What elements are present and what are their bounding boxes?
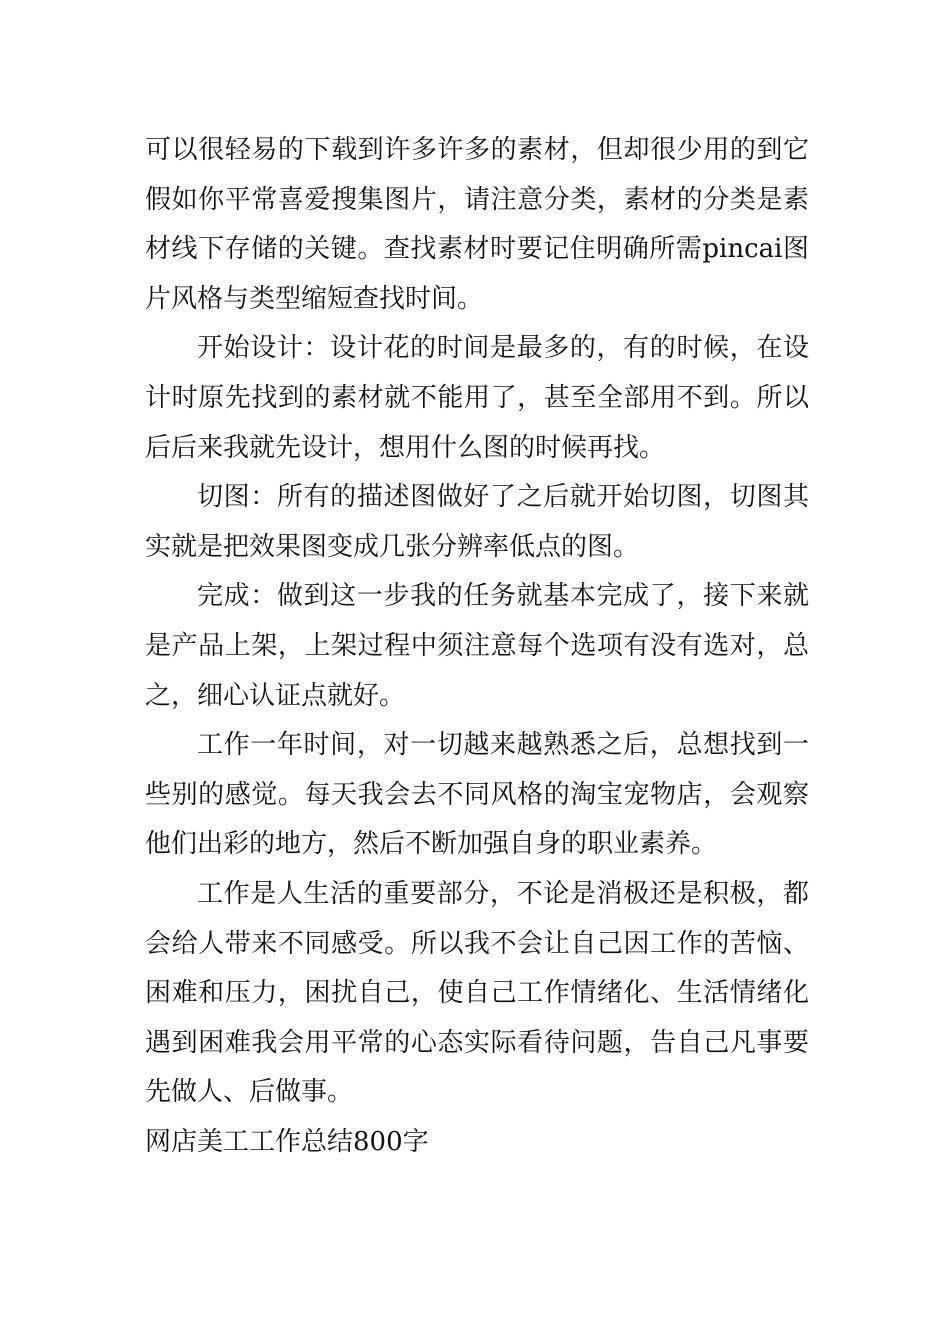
paragraph-1: 可以很轻易的下载到许多许多的素材，但却很少用的到它假如你平常喜爱搜集图片，请注意分类，素材的分类是素材线下存储的关键。查找素材时要记住明确所需pincai图片风格与类型缩短查找时间。 (145, 135, 809, 314)
paragraph-6: 工作是人生活的重要部分，不论是消极还是积极，都会给人带来不同感受。所以我不会让自己因工作的苦恼、困难和压力，困扰自己，使自己工作情绪化、生活情绪化遇到困难我会用平常的心态实际看待问题，告自己凡事要先做人、后做事。 (145, 878, 809, 1108)
paragraph-5: 工作一年时间，对一切越来越熟悉之后，总想找到一些别的感觉。每天我会去不同风格的淘宝宠物店，会观察他们出彩的地方，然后不断加强自身的职业素养。 (145, 730, 809, 860)
next-article-title: 网店美工工作总结800字 (145, 1126, 429, 1157)
document-body (145, 126, 809, 1167)
paragraph-3: 切图：所有的描述图做好了之后就开始切图，切图其实就是把效果图变成几张分辨率低点的图。 (145, 482, 809, 562)
paragraph-2: 开始设计：设计花的时间是最多的，有的时候，在设计时原先找到的素材就不能用了，甚至全部用不到。所以后后来我就先设计，想用什么图的时候再找。 (145, 333, 809, 463)
paragraph-4: 完成：做到这一步我的任务就基本完成了，接下来就是产品上架，上架过程中须注意每个选项有没有选对，总之，细心认证点就好。 (145, 581, 809, 711)
